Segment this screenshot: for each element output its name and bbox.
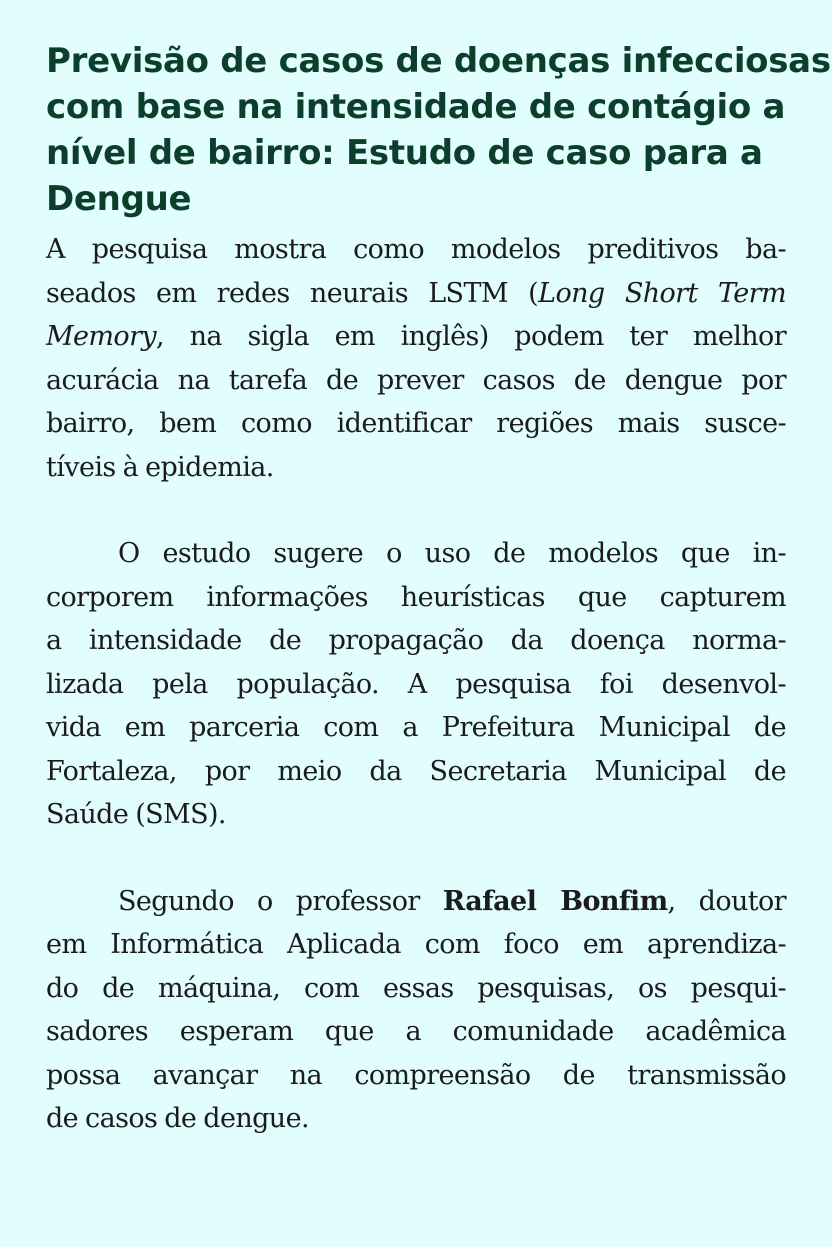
text-line: Saúde (SMS). — [46, 799, 226, 830]
text-line: de casos de dengue. — [46, 1103, 309, 1134]
text-segment: , na sigla em inglês) podem ter melhor — [156, 321, 786, 352]
title-line: nível de bairro: Estudo de caso para a — [46, 133, 763, 173]
text-line: em Informática Aplicada com foco em aprendiza- — [46, 929, 786, 960]
text-line: sadores esperam que a comunidade acadêmica — [46, 1016, 786, 1047]
text-line — [46, 880, 786, 924]
text-line: do de máquina, com essas pesquisas, os pesqui- — [46, 972, 786, 1004]
text-line: possa avançar na compreensão de transmissão — [46, 1059, 786, 1091]
paragraph-2 — [46, 532, 786, 837]
text-line: bairro, bem como identificar regiões mais susce- — [46, 408, 786, 439]
text-line: corporem informações heurísticas que capturem — [46, 581, 786, 613]
text-line: tíveis à epidemia. — [46, 451, 274, 483]
text-line: O estudo sugere o uso de modelos que in- — [118, 538, 786, 569]
paragraph-3 — [46, 880, 786, 1141]
title-line: Dengue — [46, 179, 192, 219]
professor-name: Rafael Bonfim — [442, 885, 668, 917]
title-line: com base na intensidade de contágio a — [46, 87, 786, 127]
text-line: A pesquisa mostra como modelos preditivos ba- — [46, 234, 786, 265]
text-line: acurácia na tarefa de prever casos de dengue por — [46, 364, 786, 396]
italic-term: Long Short Term — [538, 277, 786, 309]
text-line: Fortaleza, por meio da Secretaria Municipal de — [46, 755, 786, 787]
text-line — [46, 272, 786, 316]
text-segment: Segundo o professor — [118, 885, 443, 917]
italic-term: Memory — [46, 321, 157, 352]
article-title — [46, 38, 831, 222]
title-line: Previsão de casos de doenças infecciosas — [46, 41, 831, 81]
article — [46, 38, 831, 1141]
paragraph-1 — [46, 228, 786, 489]
text-segment: seados em redes neurais LSTM ( — [46, 277, 539, 309]
text-line: lizada pela população. A pesquisa foi desenvol- — [46, 668, 786, 700]
text-line — [46, 315, 786, 359]
text-segment: , doutor — [667, 885, 786, 917]
text-line: vida em parceria com a Prefeitura Municipal de — [46, 712, 786, 743]
text-line: a intensidade de propagação da doença norma- — [46, 625, 786, 656]
